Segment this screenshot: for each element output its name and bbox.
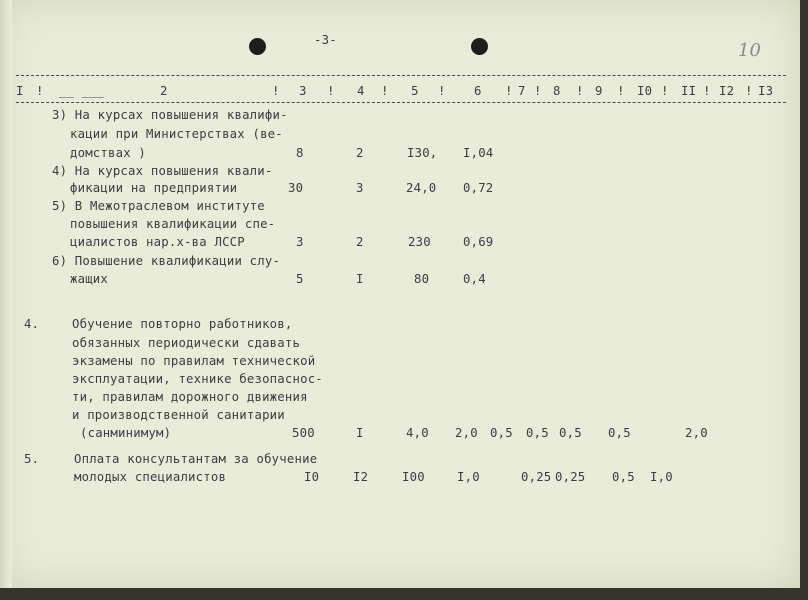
cell-col-3: 30 <box>288 181 304 195</box>
header-separator: ! <box>505 84 513 98</box>
cell-col-6: 0,69 <box>463 235 494 249</box>
row-description-line: кации при Министерствах (ве- <box>70 127 283 141</box>
cell-col-9: 0,25 <box>555 470 586 484</box>
row-description-line: Обучение повторно работников, <box>72 317 293 331</box>
row-description-line: (санминимум) <box>80 426 172 440</box>
cell-col-5: 4,0 <box>406 426 429 440</box>
cell-col-5: 24,0 <box>406 181 437 195</box>
cell-col-9: 0,5 <box>559 426 582 440</box>
row-description-line: ти, правилам дорожного движения <box>72 390 308 404</box>
item-number: 5. <box>24 452 40 466</box>
cell-col-5: 80 <box>414 272 430 286</box>
row-description-line: молодых специалистов <box>74 470 227 484</box>
cell-col-4: 2 <box>356 235 364 249</box>
row-description-line: обязанных периодически сдавать <box>72 336 301 350</box>
header-col-12: I2 <box>719 84 735 98</box>
header-separator: ! <box>661 84 669 98</box>
header-separator: ! <box>327 84 335 98</box>
header-rule-bottom <box>16 102 786 103</box>
item-number: 4. <box>24 317 40 331</box>
cell-col-10: 0,5 <box>608 426 631 440</box>
row-description-line: фикации на предприятии <box>70 181 238 195</box>
row-description-line: 6) Повышение квалификации слу- <box>52 254 281 268</box>
header-col-8: 8 <box>553 84 561 98</box>
header-separator: ! <box>745 84 753 98</box>
header-col-5: 5 <box>411 84 419 98</box>
cell-col-11: I,0 <box>650 470 673 484</box>
header-separator: ! __ ___ <box>36 84 105 98</box>
pencil-page-note: 10 <box>738 40 761 61</box>
cell-col-6: 0,4 <box>463 272 486 286</box>
cell-col-6: I,04 <box>463 146 494 160</box>
header-separator: ! <box>381 84 389 98</box>
cell-col-3: 5 <box>296 272 304 286</box>
binder-edge <box>0 0 12 588</box>
row-description-line: эксплуатации, технике безопаснос- <box>72 372 323 386</box>
cell-col-3: 8 <box>296 146 304 160</box>
punch-hole-right <box>471 38 488 55</box>
cell-col-3: I0 <box>304 470 320 484</box>
row-description-line: 5) В Межотраслевом институте <box>52 199 265 213</box>
punch-hole-left <box>249 38 266 55</box>
row-description-line: экзамены по правилам технической <box>72 354 316 368</box>
header-col-11: II <box>681 84 697 98</box>
row-description-line: домствах ) <box>70 146 147 160</box>
page-number: -3- <box>314 33 337 47</box>
cell-col-10: 0,5 <box>612 470 635 484</box>
cell-col-3: 3 <box>296 235 304 249</box>
cell-col-12: 2,0 <box>685 426 708 440</box>
cell-col-4: 3 <box>356 181 364 195</box>
row-description-line: жащих <box>70 272 109 286</box>
cell-col-8: 0,5 <box>526 426 549 440</box>
row-description-line: повышения квалификации спе- <box>70 217 276 231</box>
header-separator: ! <box>272 84 280 98</box>
cell-col-6: I,0 <box>457 470 480 484</box>
header-col-10: I0 <box>637 84 653 98</box>
cell-col-4: 2 <box>356 146 364 160</box>
row-description-line: Оплата консультантам за обучение <box>74 452 318 466</box>
header-separator: ! <box>534 84 542 98</box>
header-separator: ! <box>576 84 584 98</box>
header-col-6: 6 <box>474 84 482 98</box>
cell-col-7: 0,5 <box>490 426 513 440</box>
cell-col-4: I <box>356 426 364 440</box>
header-separator: ! <box>617 84 625 98</box>
header-col-3: 3 <box>299 84 307 98</box>
cell-col-6: 2,0 <box>455 426 478 440</box>
row-description-line: и производственной санитарии <box>72 408 285 422</box>
header-col-2: 2 <box>160 84 168 98</box>
header-col-7: 7 <box>518 84 526 98</box>
cell-col-4: I <box>356 272 364 286</box>
header-col-9: 9 <box>595 84 603 98</box>
header-rule-top <box>16 75 786 76</box>
header-col-1: I <box>16 84 24 98</box>
cell-col-5: I00 <box>402 470 425 484</box>
row-description-line: 3) На курсах повышения квалифи- <box>52 108 288 122</box>
cell-col-5: 230 <box>408 235 431 249</box>
header-col-4: 4 <box>357 84 365 98</box>
header-separator: ! <box>438 84 446 98</box>
cell-col-3: 500 <box>292 426 315 440</box>
row-description-line: циалистов нар.х-ва ЛССР <box>70 235 245 249</box>
header-separator: ! <box>703 84 711 98</box>
cell-col-4: I2 <box>353 470 369 484</box>
row-description-line: 4) На курсах повышения квали- <box>52 164 273 178</box>
cell-col-8: 0,25 <box>521 470 552 484</box>
cell-col-6: 0,72 <box>463 181 494 195</box>
cell-col-5: I30, <box>407 146 438 160</box>
header-col-13: I3 <box>758 84 774 98</box>
